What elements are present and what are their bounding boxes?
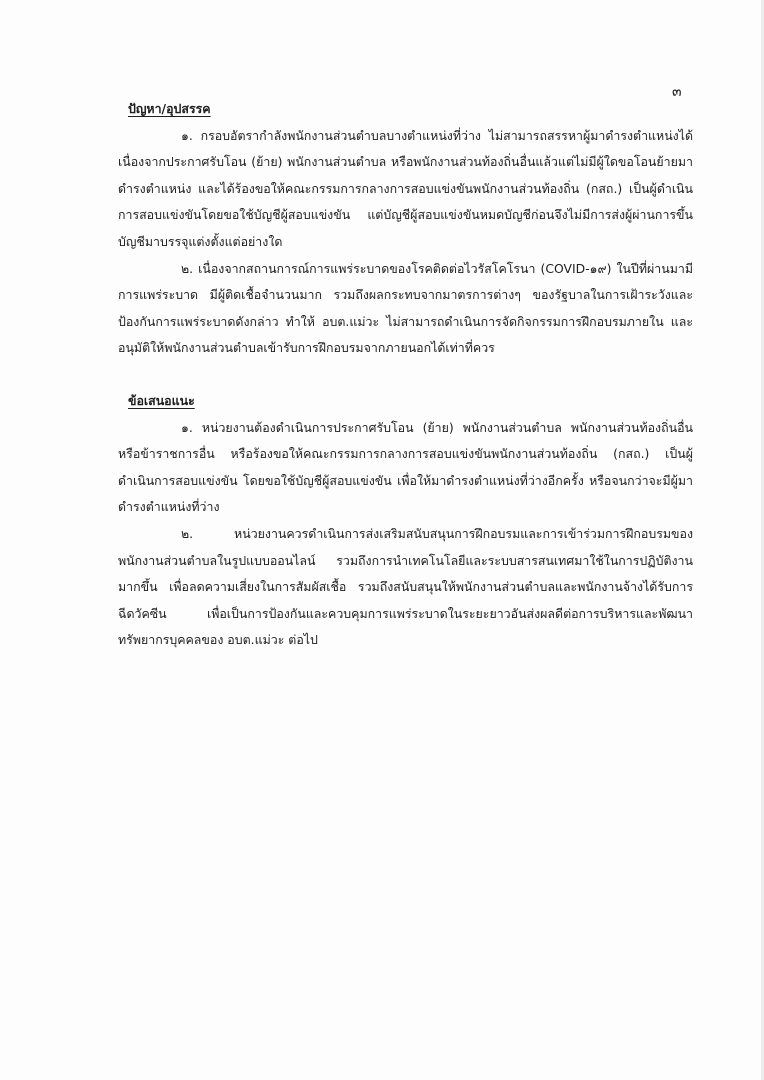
section-spacer xyxy=(118,362,693,388)
suggestion-item-2: ๒. หน่วยงานควรดำเนินการส่งเสริมสนับสนุนการฝึกอบรมและการเข้าร่วมการฝึกอบรมของพนักงานส่วนตำบลในรูปแบบออนไลน์ รวมถึงการนำเทคโนโลยีและระบบสารสนเทศมาใช้ในการปฏิบัติงานมากขึ้น เพื่อลดความเสี่ยงในการสัมผัสเชื้อ รวมถึงสนับสนุนให้พนักงานส่วนตำบลและพนักงานจ้างได้รับการฉีดวัคซีน เพื่อเป็นการป้องกันและควบคุมการแพร่ระบาดในระยะยาวอันส่งผลดีต่อการบริหารและพัฒนาทรัพยากรบุคคลของ อบต.แม่วะ ต่อไป xyxy=(118,525,693,648)
page-number: ๓ xyxy=(672,84,682,100)
suggestion-item-1: ๑. หน่วยงานต้องดำเนินการประกาศรับโอน (ย้าย) พนักงานส่วนตำบล พนักงานส่วนท้องถิ่นอื่น หรือข้าราชการอื่น หรือร้องขอให้คณะกรรมการกลางการสอบแข่งขันพนักงานส่วนท้องถิ่น (กสถ.) เป็นผู้ดำเนินการสอบแข่งขัน โดยขอใช้บัญชีผู้สอบแข่งขัน เพื่อให้มาดำรงตำแหน่งที่ว่างอีกครั้ง หรือจนกว่าจะมีผู้มาดำรงตำแหน่งที่ว่าง xyxy=(118,419,693,515)
suggestions-heading: ข้อเสนอแนะ xyxy=(128,392,195,408)
suggestions-heading-row xyxy=(118,388,693,415)
problem-item-1: ๑. กรอบอัตรากำลังพนักงานส่วนตำบลบางตำแหน่งที่ว่าง ไม่สามารถสรรหาผู้มาดำรงตำแหน่งได้ เนื่องจากประกาศรับโอน (ย้าย) พนักงานส่วนตำบล หรือพนักงานส่วนท้องถิ่นอื่นแล้วแต่ไม่มีผู้ใดขอโอนย้ายมาดำรงตำแหน่ง และได้ร้องขอให้คณะกรรมการกลางการสอบแข่งขันพนักงานส่วนท้องถิ่น (กสถ.) เป็นผู้ดำเนินการสอบแข่งขันโดยขอใช้บัญชีผู้สอบแข่งขัน แต่บัญชีผู้สอบแข่งขันหมดบัญชีก่อนจึงไม่มีการส่งผู้ผ่านการขึ้นบัญชีมาบรรจุแต่งตั้งแต่อย่างใด xyxy=(118,127,693,249)
problems-heading-row xyxy=(118,96,693,123)
document-body xyxy=(118,96,693,654)
problem-item-2: ๒. เนื่องจากสถานการณ์การแพร่ระบาดของโรคติดต่อไวรัสโคโรนา (COVID-๑๙) ในปีที่ผ่านมามีการแพร่ระบาด มีผู้ติดเชื้อจำนวนมาก รวมถึงผลกระทบจากมาตรการต่างๆ ของรัฐบาลในการเฝ้าระวังและป้องกันการแพร่ระบาดดังกล่าว ทำให้ อบต.แม่วะ ไม่สามารถดำเนินการจัดกิจกรรมการฝึกอบรมภายใน และอนุมัติให้พนักงานส่วนตำบลเข้ารับการฝึกอบรมจากภายนอกได้เท่าที่ควร xyxy=(118,260,693,356)
problems-heading: ปัญหา/อุปสรรค xyxy=(128,101,211,116)
